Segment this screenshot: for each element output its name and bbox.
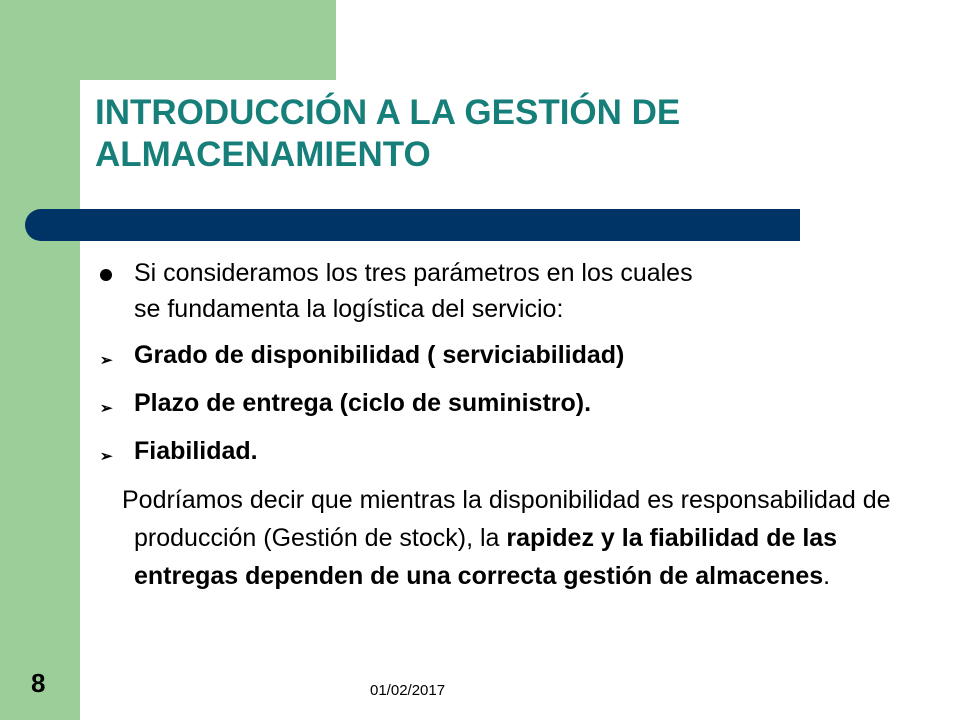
sub-item-text: Plazo de entrega (ciclo de suministro). [134,389,592,417]
bullet-text-line-2: se fundamenta la logística del servicio: [134,295,564,323]
paragraph-end: . [823,562,831,590]
bullet-text-line-1: Si consideramos los tres parámetros en los cuales [134,259,693,287]
title-line-1: INTRODUCCIÓN A LA GESTIÓN DE [95,93,681,132]
sub-item-availability [100,337,900,373]
paragraph-emphasis: rapidez y la fiabilidad de las entregas dependen de una correcta gestión de almacenes [134,524,838,590]
title-divider [25,209,800,241]
paragraph-text: Podríamos decir que mientras la disponibilidad es responsabilidad de producción (Gestión de stock), la [122,486,891,552]
slide-title [95,92,915,176]
slide-date: 01/02/2017 [370,682,446,699]
conclusion-paragraph [100,481,900,595]
top-accent-block [80,0,336,80]
bullet-dot-icon [100,269,112,281]
sub-item-delivery-time [100,385,900,421]
title-line-2: ALMACENAMIENTO [95,135,431,174]
sub-item-text: Fiabilidad. [134,437,258,465]
arrow-bullet-icon: ➢ [100,400,113,417]
sub-item-text: Grado de disponibilidad ( serviciabilidad) [134,341,625,369]
left-accent-bar [0,0,80,720]
slide-body [100,255,900,595]
arrow-bullet-icon: ➢ [100,448,113,465]
bullet-item [100,255,900,327]
slide-number: 8 [31,668,46,698]
sub-item-reliability [100,433,900,469]
arrow-bullet-icon: ➢ [100,352,113,369]
